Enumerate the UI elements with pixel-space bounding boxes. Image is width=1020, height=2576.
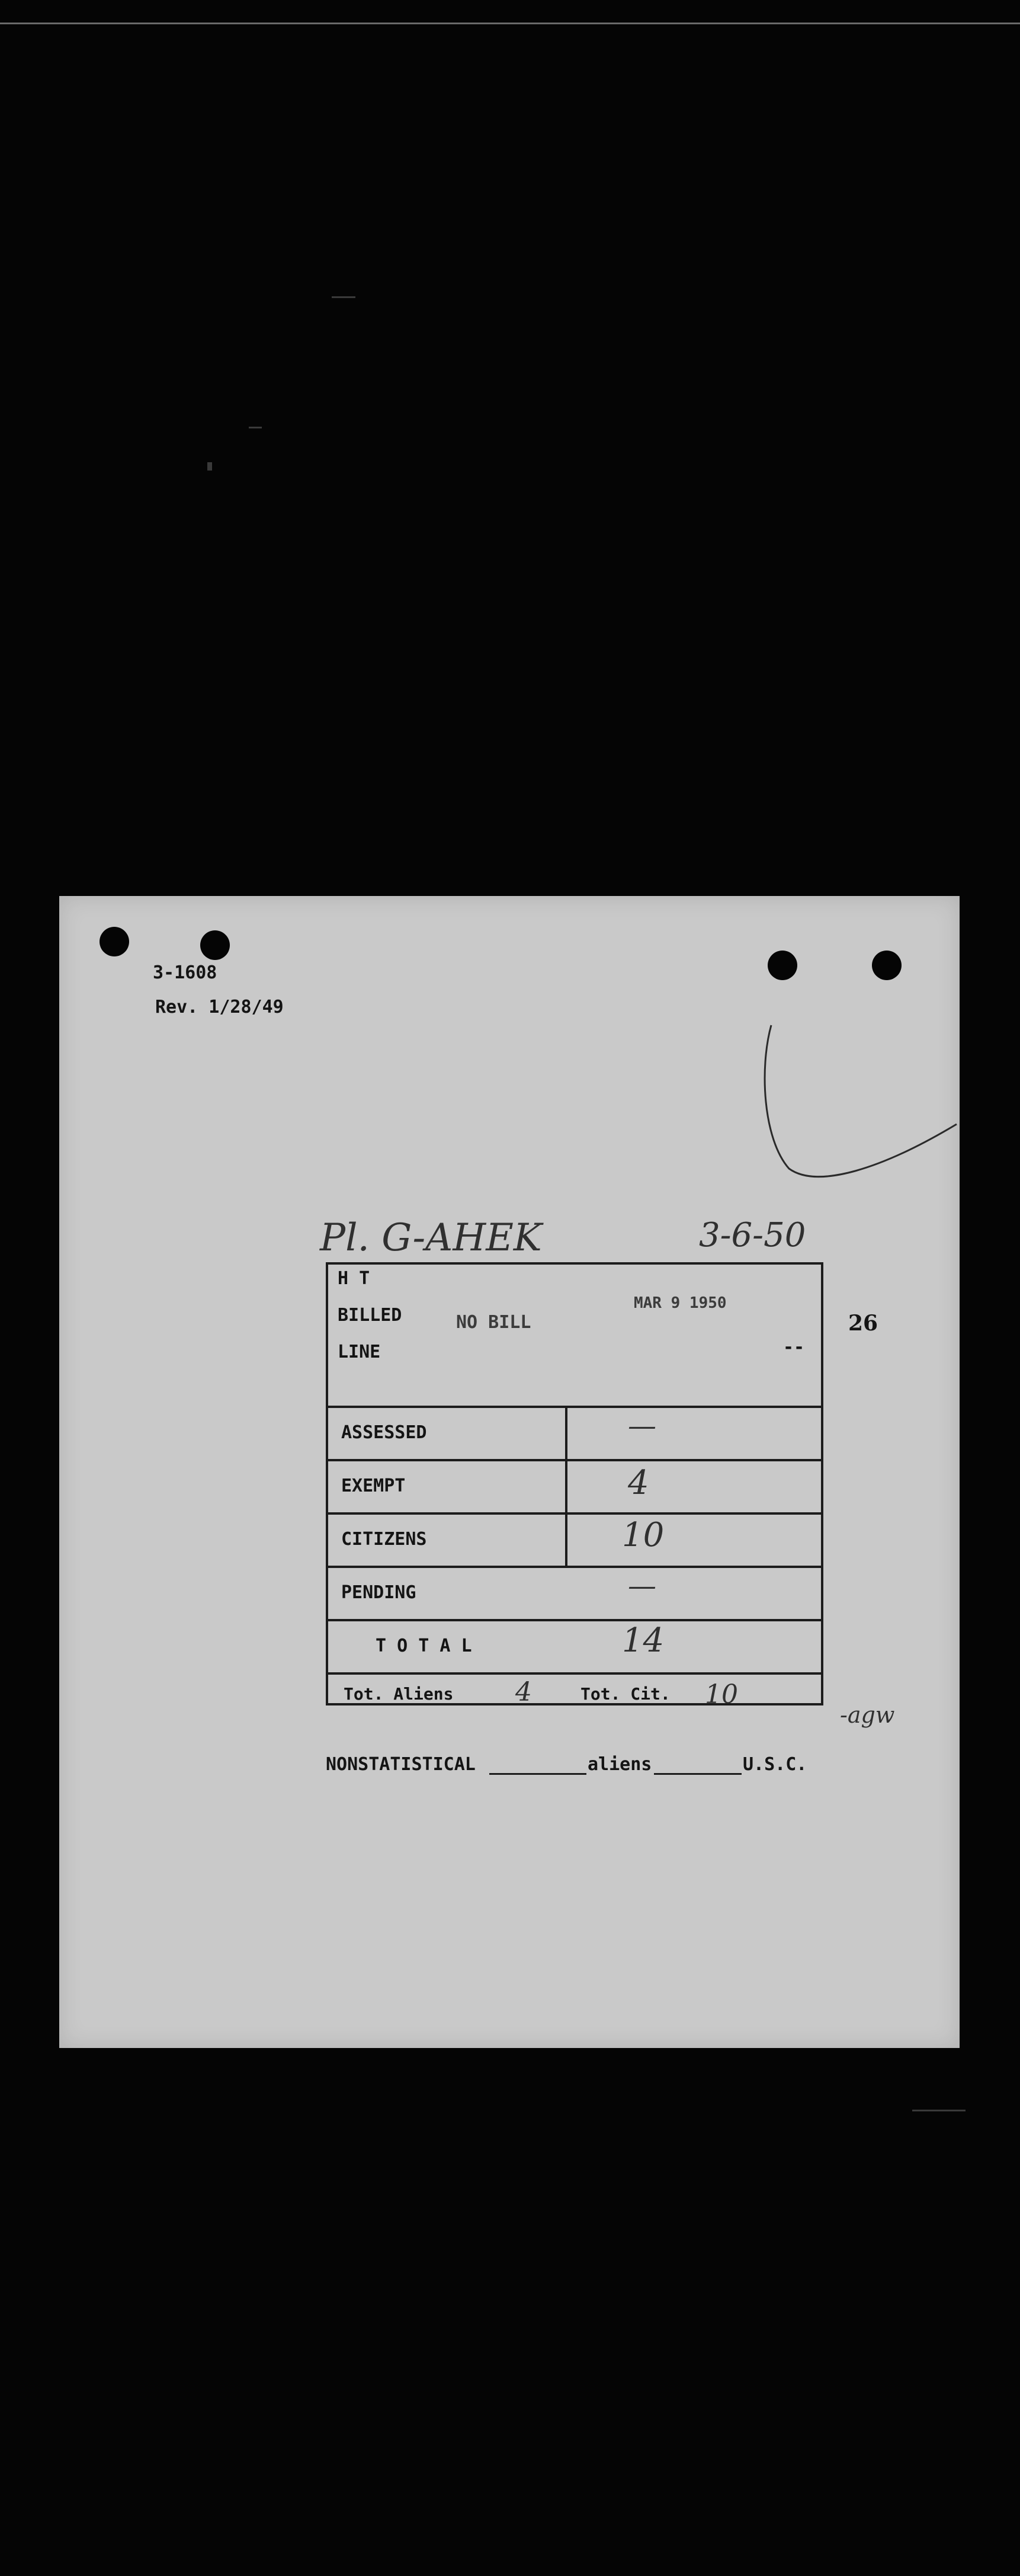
scan-speck [249, 427, 262, 428]
row-divider [328, 1406, 821, 1408]
punch-hole [768, 951, 797, 980]
scan-speck [912, 2110, 966, 2111]
header-label-line: LINE [338, 1342, 381, 1362]
header-label-ht: H T [338, 1268, 370, 1289]
total-label: T O T A L [376, 1636, 472, 1656]
nonstat-blank-line [489, 1773, 586, 1775]
nonstat-blank-line [654, 1773, 742, 1775]
header-dash: -- [783, 1337, 805, 1358]
row-divider [328, 1619, 821, 1621]
handwritten-place: Pl. G-AHEK [320, 1216, 542, 1260]
no-bill-stamp: NO BILL [456, 1312, 531, 1333]
tot-cit-value: 10 [705, 1679, 738, 1710]
nonstat-aliens-label: aliens [588, 1754, 652, 1775]
nonstat-usc-label: U.S.C. [743, 1754, 807, 1775]
row-label-citizens: CITIZENS [341, 1529, 427, 1550]
row-divider [328, 1672, 821, 1675]
form-revision: Rev. 1/28/49 [155, 997, 284, 1017]
row-label-pending: PENDING [341, 1582, 416, 1603]
form-number: 3-1608 [153, 962, 217, 983]
tally-box [326, 1262, 823, 1710]
scan-speck [207, 462, 212, 471]
row-divider [328, 1566, 821, 1568]
tot-cit-label: Tot. Cit. [580, 1684, 671, 1704]
scan-edge-line [0, 23, 1020, 24]
received-date-stamp: MAR 9 1950 [634, 1294, 727, 1312]
document-card [59, 896, 960, 2048]
tot-aliens-value: 4 [515, 1677, 532, 1707]
pencil-curve-mark [758, 1020, 960, 1192]
handwritten-date: 3-6-50 [699, 1216, 806, 1255]
row-divider [328, 1512, 821, 1515]
row-value-citizens: 10 [622, 1516, 665, 1554]
punch-hole [200, 930, 230, 960]
row-value-exempt: 4 [628, 1464, 649, 1502]
punch-hole [100, 927, 129, 956]
row-value-assessed: — [628, 1409, 656, 1442]
row-label-exempt: EXEMPT [341, 1476, 406, 1496]
total-value: 14 [622, 1621, 665, 1660]
nonstatistical-label: NONSTATISTICAL [326, 1754, 476, 1775]
handwritten-initials: -agw [840, 1702, 895, 1728]
row-value-pending: — [628, 1569, 656, 1602]
row-label-assessed: ASSESSED [341, 1422, 427, 1443]
header-label-billed: BILLED [338, 1305, 402, 1326]
scan-speck [332, 296, 355, 298]
punch-hole [872, 951, 902, 980]
side-number: 26 [848, 1311, 878, 1336]
tot-aliens-label: Tot. Aliens [344, 1684, 454, 1704]
column-divider [565, 1406, 567, 1568]
row-divider [328, 1459, 821, 1461]
